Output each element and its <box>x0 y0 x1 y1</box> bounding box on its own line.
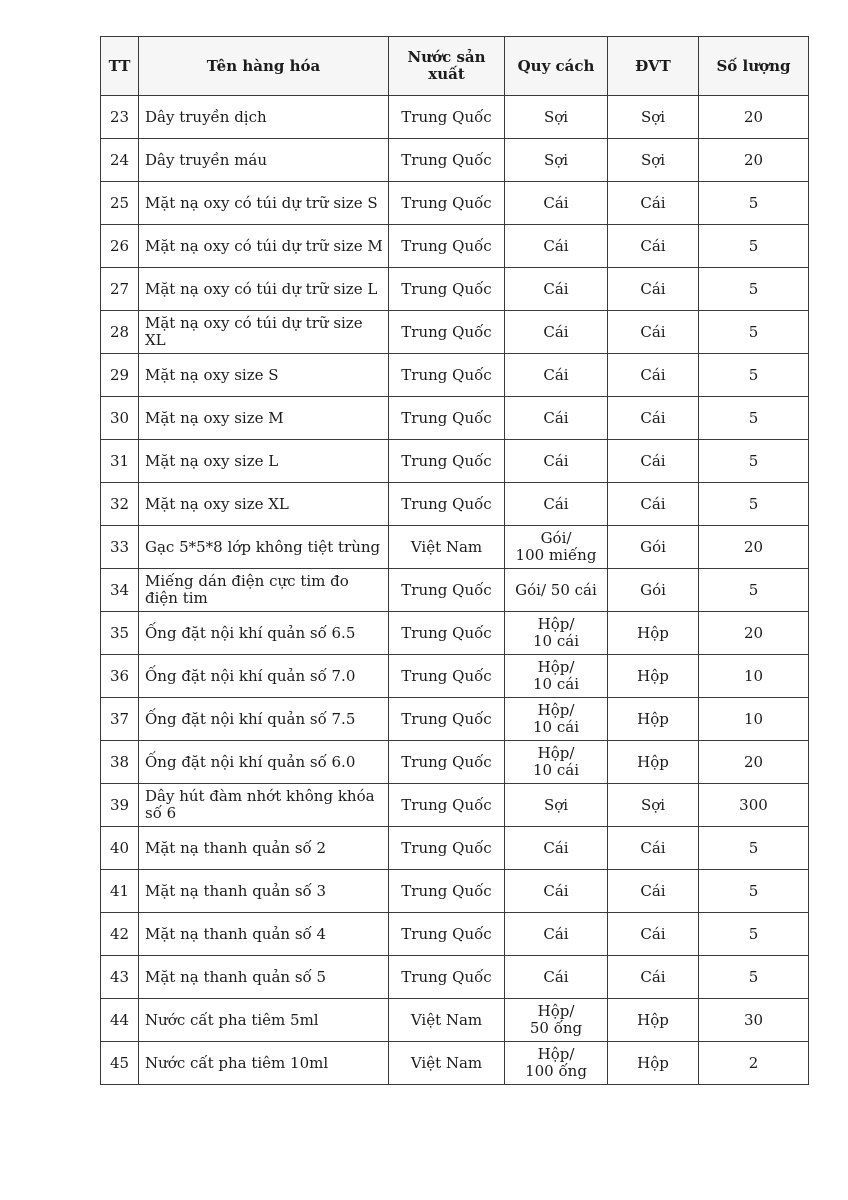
cell-name: Dây truyền máu <box>139 139 389 182</box>
cell-unit: Cái <box>608 827 699 870</box>
cell-name: Mặt nạ oxy có túi dự trữ size S <box>139 182 389 225</box>
cell-spec: Cái <box>505 913 608 956</box>
cell-origin: Việt Nam <box>389 1042 505 1085</box>
cell-unit: Hộp <box>608 741 699 784</box>
table-row <box>101 268 809 311</box>
cell-tt: 42 <box>101 913 139 956</box>
cell-origin: Trung Quốc <box>389 268 505 311</box>
cell-tt: 27 <box>101 268 139 311</box>
cell-qty: 5 <box>699 870 809 913</box>
cell-spec: Hộp/ 50 ống <box>505 999 608 1042</box>
cell-origin: Trung Quốc <box>389 956 505 999</box>
table-row <box>101 698 809 741</box>
table-row <box>101 440 809 483</box>
cell-origin: Trung Quốc <box>389 870 505 913</box>
table-row <box>101 225 809 268</box>
cell-origin: Trung Quốc <box>389 483 505 526</box>
cell-spec: Cái <box>505 870 608 913</box>
cell-name: Gạc 5*5*8 lớp không tiệt trùng <box>139 526 389 569</box>
cell-tt: 29 <box>101 354 139 397</box>
table-row <box>101 96 809 139</box>
cell-name: Ống đặt nội khí quản số 7.5 <box>139 698 389 741</box>
cell-qty: 20 <box>699 612 809 655</box>
cell-origin: Trung Quốc <box>389 225 505 268</box>
cell-tt: 24 <box>101 139 139 182</box>
table-row <box>101 354 809 397</box>
table-row <box>101 741 809 784</box>
cell-origin: Trung Quốc <box>389 397 505 440</box>
table-row <box>101 483 809 526</box>
cell-tt: 41 <box>101 870 139 913</box>
cell-origin: Trung Quốc <box>389 139 505 182</box>
cell-unit: Sợi <box>608 96 699 139</box>
cell-name: Ống đặt nội khí quản số 7.0 <box>139 655 389 698</box>
table-row <box>101 612 809 655</box>
cell-unit: Sợi <box>608 139 699 182</box>
cell-name: Mặt nạ thanh quản số 4 <box>139 913 389 956</box>
cell-tt: 23 <box>101 96 139 139</box>
cell-origin: Trung Quốc <box>389 784 505 827</box>
table-body <box>101 96 809 1085</box>
cell-name: Miếng dán điện cực tim đo điện tim <box>139 569 389 612</box>
cell-origin: Trung Quốc <box>389 913 505 956</box>
cell-spec: Hộp/ 10 cái <box>505 698 608 741</box>
header-unit: ĐVT <box>608 37 699 96</box>
cell-name: Mặt nạ thanh quản số 2 <box>139 827 389 870</box>
cell-unit: Cái <box>608 397 699 440</box>
cell-unit: Cái <box>608 311 699 354</box>
cell-name: Mặt nạ thanh quản số 5 <box>139 956 389 999</box>
cell-origin: Trung Quốc <box>389 440 505 483</box>
cell-qty: 300 <box>699 784 809 827</box>
cell-spec: Gói/ 50 cái <box>505 569 608 612</box>
cell-qty: 5 <box>699 956 809 999</box>
cell-spec: Sợi <box>505 139 608 182</box>
cell-tt: 34 <box>101 569 139 612</box>
cell-spec: Cái <box>505 956 608 999</box>
cell-tt: 26 <box>101 225 139 268</box>
cell-spec: Sợi <box>505 784 608 827</box>
cell-qty: 20 <box>699 741 809 784</box>
cell-spec: Cái <box>505 483 608 526</box>
cell-unit: Cái <box>608 956 699 999</box>
cell-tt: 39 <box>101 784 139 827</box>
cell-name: Mặt nạ oxy size L <box>139 440 389 483</box>
header-row <box>101 37 809 96</box>
header-name: Tên hàng hóa <box>139 37 389 96</box>
cell-qty: 5 <box>699 354 809 397</box>
cell-name: Mặt nạ thanh quản số 3 <box>139 870 389 913</box>
cell-name: Dây truyền dịch <box>139 96 389 139</box>
cell-tt: 28 <box>101 311 139 354</box>
cell-tt: 43 <box>101 956 139 999</box>
cell-tt: 32 <box>101 483 139 526</box>
cell-qty: 5 <box>699 397 809 440</box>
header-origin: Nước sản xuất <box>389 37 505 96</box>
table-row <box>101 311 809 354</box>
cell-qty: 20 <box>699 139 809 182</box>
cell-name: Mặt nạ oxy có túi dự trữ size L <box>139 268 389 311</box>
cell-name: Nước cất pha tiêm 10ml <box>139 1042 389 1085</box>
cell-unit: Hộp <box>608 612 699 655</box>
table-row <box>101 870 809 913</box>
cell-unit: Hộp <box>608 999 699 1042</box>
cell-tt: 31 <box>101 440 139 483</box>
cell-name: Mặt nạ oxy size M <box>139 397 389 440</box>
cell-qty: 5 <box>699 182 809 225</box>
cell-spec: Cái <box>505 268 608 311</box>
cell-tt: 40 <box>101 827 139 870</box>
table-row <box>101 182 809 225</box>
cell-qty: 5 <box>699 827 809 870</box>
cell-origin: Trung Quốc <box>389 655 505 698</box>
cell-tt: 38 <box>101 741 139 784</box>
cell-origin: Trung Quốc <box>389 612 505 655</box>
cell-unit: Gói <box>608 526 699 569</box>
cell-name: Mặt nạ oxy có túi dự trữ size XL <box>139 311 389 354</box>
cell-origin: Trung Quốc <box>389 96 505 139</box>
cell-origin: Trung Quốc <box>389 827 505 870</box>
table-row <box>101 1042 809 1085</box>
table-row <box>101 827 809 870</box>
cell-name: Ống đặt nội khí quản số 6.5 <box>139 612 389 655</box>
cell-tt: 30 <box>101 397 139 440</box>
table-row <box>101 569 809 612</box>
cell-unit: Cái <box>608 225 699 268</box>
cell-spec: Gói/ 100 miếng <box>505 526 608 569</box>
cell-unit: Cái <box>608 913 699 956</box>
cell-unit: Cái <box>608 870 699 913</box>
header-tt: TT <box>101 37 139 96</box>
goods-table <box>100 36 809 1085</box>
table-row <box>101 139 809 182</box>
cell-qty: 5 <box>699 440 809 483</box>
cell-origin: Trung Quốc <box>389 311 505 354</box>
cell-spec: Hộp/ 10 cái <box>505 655 608 698</box>
cell-qty: 5 <box>699 483 809 526</box>
table-row <box>101 913 809 956</box>
cell-unit: Sợi <box>608 784 699 827</box>
cell-spec: Cái <box>505 311 608 354</box>
cell-qty: 10 <box>699 655 809 698</box>
cell-unit: Cái <box>608 268 699 311</box>
cell-unit: Cái <box>608 182 699 225</box>
cell-qty: 5 <box>699 268 809 311</box>
cell-origin: Trung Quốc <box>389 569 505 612</box>
cell-spec: Cái <box>505 354 608 397</box>
header-qty: Số lượng <box>699 37 809 96</box>
cell-spec: Cái <box>505 182 608 225</box>
cell-qty: 30 <box>699 999 809 1042</box>
cell-qty: 2 <box>699 1042 809 1085</box>
cell-origin: Trung Quốc <box>389 354 505 397</box>
cell-tt: 36 <box>101 655 139 698</box>
cell-qty: 5 <box>699 913 809 956</box>
cell-unit: Hộp <box>608 655 699 698</box>
cell-qty: 5 <box>699 569 809 612</box>
cell-unit: Gói <box>608 569 699 612</box>
cell-qty: 20 <box>699 96 809 139</box>
cell-spec: Hộp/ 10 cái <box>505 612 608 655</box>
cell-name: Nước cất pha tiêm 5ml <box>139 999 389 1042</box>
cell-tt: 35 <box>101 612 139 655</box>
cell-unit: Cái <box>608 483 699 526</box>
cell-qty: 20 <box>699 526 809 569</box>
table-header <box>101 37 809 96</box>
cell-origin: Việt Nam <box>389 526 505 569</box>
cell-spec: Sợi <box>505 96 608 139</box>
cell-name: Ống đặt nội khí quản số 6.0 <box>139 741 389 784</box>
cell-tt: 44 <box>101 999 139 1042</box>
cell-spec: Cái <box>505 397 608 440</box>
cell-origin: Việt Nam <box>389 999 505 1042</box>
cell-name: Mặt nạ oxy có túi dự trữ size M <box>139 225 389 268</box>
cell-unit: Cái <box>608 354 699 397</box>
cell-name: Dây hút đàm nhớt không khóa số 6 <box>139 784 389 827</box>
goods-table-page <box>100 36 808 1085</box>
cell-spec: Cái <box>505 440 608 483</box>
cell-origin: Trung Quốc <box>389 182 505 225</box>
cell-unit: Cái <box>608 440 699 483</box>
cell-name: Mặt nạ oxy size S <box>139 354 389 397</box>
cell-qty: 10 <box>699 698 809 741</box>
table-row <box>101 655 809 698</box>
cell-spec: Cái <box>505 827 608 870</box>
table-row <box>101 526 809 569</box>
cell-tt: 45 <box>101 1042 139 1085</box>
cell-tt: 33 <box>101 526 139 569</box>
cell-tt: 25 <box>101 182 139 225</box>
cell-unit: Hộp <box>608 1042 699 1085</box>
table-row <box>101 397 809 440</box>
cell-name: Mặt nạ oxy size XL <box>139 483 389 526</box>
cell-origin: Trung Quốc <box>389 698 505 741</box>
cell-qty: 5 <box>699 225 809 268</box>
table-row <box>101 784 809 827</box>
cell-origin: Trung Quốc <box>389 741 505 784</box>
cell-spec: Hộp/ 100 ống <box>505 1042 608 1085</box>
cell-tt: 37 <box>101 698 139 741</box>
cell-unit: Hộp <box>608 698 699 741</box>
table-row <box>101 956 809 999</box>
cell-spec: Hộp/ 10 cái <box>505 741 608 784</box>
table-row <box>101 999 809 1042</box>
cell-spec: Cái <box>505 225 608 268</box>
cell-qty: 5 <box>699 311 809 354</box>
header-spec: Quy cách <box>505 37 608 96</box>
